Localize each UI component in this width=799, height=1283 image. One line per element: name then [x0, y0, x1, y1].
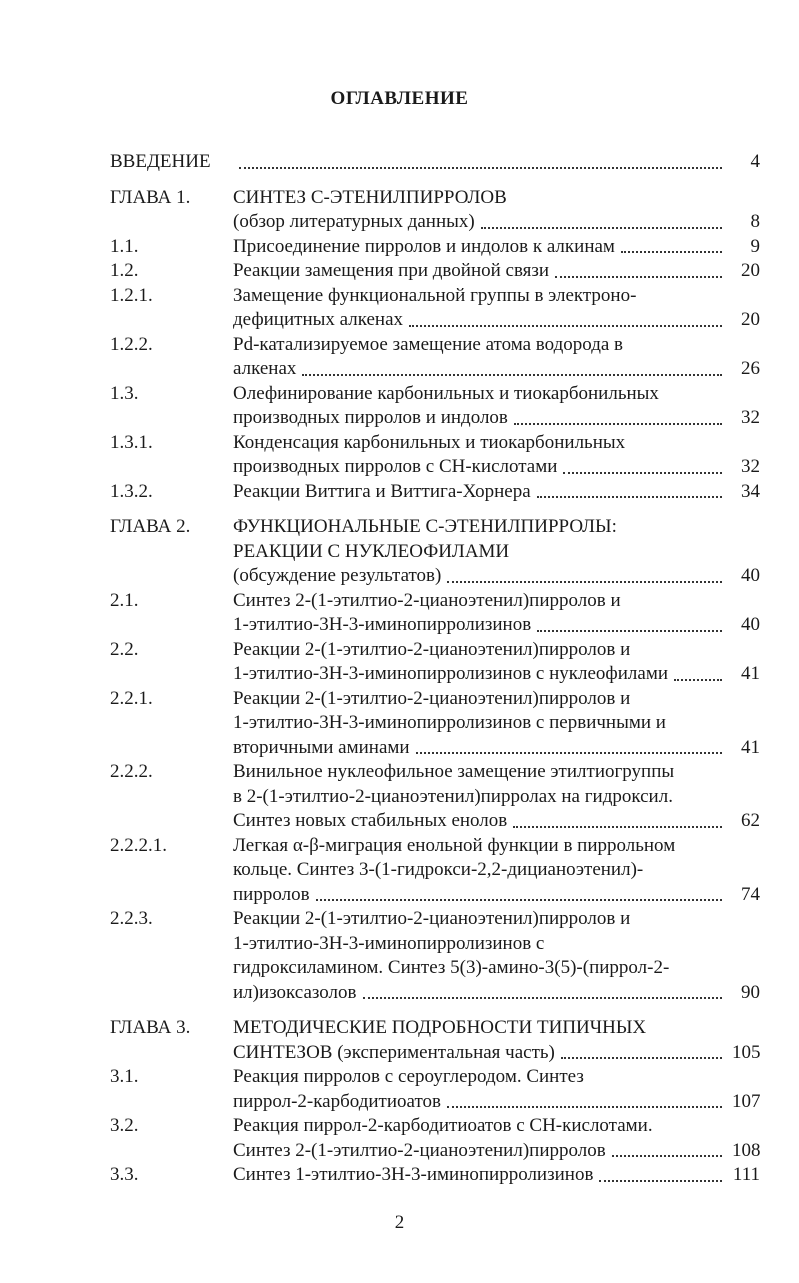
toc-entry-body [233, 1065, 760, 1114]
toc-entry-line [233, 662, 760, 687]
toc-entry [110, 382, 760, 431]
toc-entry [110, 1016, 760, 1065]
toc-entry-line [233, 907, 760, 932]
toc-entry-title: пиррол-2-карбодитиоатов [233, 1090, 441, 1112]
toc-entry-number: 2.2.2. [110, 761, 153, 782]
toc-entry [110, 333, 760, 382]
toc-entry [110, 480, 760, 505]
toc-entry-number: 2.2.1. [110, 687, 153, 709]
toc-entry-body [233, 638, 760, 687]
toc-entry-title: ФУНКЦИОНАЛЬНЫЕ С-ЭТЕНИЛПИРРОЛЫ: [233, 516, 617, 537]
toc-entry-body [233, 1163, 760, 1188]
toc-entry-line [233, 883, 760, 908]
toc-entry-line [233, 687, 760, 712]
toc-entry-line [233, 540, 760, 565]
toc-entry-line [233, 858, 760, 883]
toc-entry-number: ГЛАВА 2. [110, 516, 191, 537]
toc-entry-body [233, 382, 760, 431]
toc-entry-body [233, 1114, 760, 1163]
toc-entry-line [233, 613, 760, 638]
toc-entry-body [233, 515, 760, 589]
toc-entry-number: ГЛАВА 1. [110, 186, 191, 208]
toc-entry-line [233, 834, 760, 859]
toc-entry-body [233, 834, 760, 908]
toc-entry-line [233, 564, 760, 589]
toc-page-number: 9 [750, 235, 760, 257]
dot-leader [599, 1180, 722, 1182]
dot-leader [447, 1106, 722, 1108]
toc-entry [110, 210, 760, 235]
toc-page-number: 111 [732, 1164, 760, 1185]
toc-entry-number: 1.3.2. [110, 480, 153, 502]
toc-entry-line [233, 1065, 760, 1090]
toc-entry-title: производных пирролов и индолов [233, 407, 508, 428]
toc-entry [110, 150, 760, 175]
toc-entry-number: ВВЕДЕНИЕ [110, 151, 211, 172]
dot-leader [363, 997, 723, 999]
toc-entry-line [233, 981, 760, 1006]
toc-entry [110, 515, 760, 589]
toc-entry-line [233, 785, 760, 810]
toc-page-number: 34 [741, 480, 760, 502]
toc-entry-line [233, 210, 760, 235]
toc-entry [110, 284, 760, 333]
toc-entry-title: Синтез 1-этилтио-3Н-3-иминопирролизинов [233, 1164, 594, 1185]
dot-leader [555, 276, 722, 278]
toc-entry-title: Pd-катализируемое замещение атома водорода в [233, 333, 624, 355]
toc-entry [110, 687, 760, 761]
dot-leader [563, 472, 722, 474]
toc-entry-body [233, 186, 760, 211]
toc-entry-title: СИНТЕЗ С-ЭТЕНИЛПИРРОЛОВ [233, 186, 507, 208]
toc-entry-number: 1.2. [110, 260, 139, 281]
toc-entry-title: Синтез новых стабильных енолов [233, 810, 508, 831]
toc-page-number: 20 [741, 260, 760, 281]
toc-entry [110, 1065, 760, 1114]
dot-leader [416, 752, 722, 754]
toc-entry-body [233, 687, 760, 761]
toc-page-number: 32 [741, 456, 760, 477]
toc-page-number: 40 [741, 565, 760, 586]
dot-leader [481, 227, 722, 229]
toc-page-number: 20 [741, 309, 760, 330]
toc-page-number: 105 [732, 1041, 761, 1063]
toc-entry-body [233, 235, 760, 260]
dot-leader [514, 423, 722, 425]
toc-entry [110, 235, 760, 260]
toc-entry-title: (обзор литературных данных) [233, 211, 475, 232]
toc-entry-title: Синтез 2-(1-этилтио-2-цианоэтенил)пирролов [233, 1139, 606, 1161]
dot-leader [302, 374, 722, 376]
toc-entry-body [233, 210, 760, 235]
toc-entry-title: Винильное нуклеофильное замещение этилтиогруппы [233, 761, 675, 782]
toc-page-number: 41 [741, 736, 760, 758]
toc-entry-title: Реакции 2-(1-этилтио-2-цианоэтенил)пирролов и [233, 687, 631, 709]
toc-entry [110, 589, 760, 638]
toc-entry-body [233, 907, 760, 1005]
dot-leader [537, 496, 722, 498]
toc-entry-title: Реакция пиррол-2-карбодитиоатов с СН-кислотами. [233, 1115, 653, 1136]
toc-entry-line [233, 186, 760, 211]
toc-entry-title: Реакции Виттига и Виттига-Хорнера [233, 480, 531, 502]
toc-entry-number: 2.2.3. [110, 908, 153, 929]
toc-entry-number: 3.1. [110, 1066, 139, 1087]
toc-entry-line [233, 736, 760, 761]
toc-entry-body [233, 284, 760, 333]
toc-entry-line [233, 308, 760, 333]
toc-entry-title: дефицитных алкенах [233, 309, 404, 330]
toc-entry [110, 259, 760, 284]
toc-entry-title: Реакция пирролов с сероуглеродом. Синтез [233, 1066, 584, 1087]
toc-entry [110, 760, 760, 834]
toc-entry [110, 186, 760, 211]
toc-entry-number: 3.3. [110, 1164, 139, 1185]
toc-entry-body [233, 431, 760, 480]
toc-page-number: 8 [750, 211, 760, 232]
toc-entry-body [233, 480, 760, 505]
toc-entry-line [233, 431, 760, 456]
page-number: 2 [394, 1212, 405, 1233]
toc-entry-body [233, 760, 760, 834]
toc-entry-body [233, 333, 760, 382]
toc-entry-title: гидроксиламином. Синтез 5(3)-амино-3(5)-(пиррол-2- [233, 957, 670, 978]
dot-leader [316, 899, 722, 901]
toc-entry-line [233, 932, 760, 957]
toc-entry-title: Синтез 2-(1-этилтио-2-цианоэтенил)пирролов и [233, 589, 621, 611]
toc-entry-body [233, 589, 760, 638]
toc-entry-line [233, 589, 760, 614]
toc-entry-number: 2.1. [110, 589, 139, 611]
toc-entry [110, 1163, 760, 1188]
dot-leader [612, 1155, 722, 1157]
toc-entry-body [233, 1016, 760, 1065]
toc-entry-title: 1-этилтио-3Н-3-иминопирролизинов с нуклеофилами [233, 663, 669, 684]
toc-entry-number: 1.2.2. [110, 333, 153, 355]
toc-entry-line [233, 333, 760, 358]
toc-entry [110, 638, 760, 687]
dot-leader [561, 1057, 722, 1059]
toc-page-number: 41 [741, 663, 760, 684]
toc-entry-number: 1.2.1. [110, 284, 153, 306]
toc-entry-title: кольце. Синтез 3-(1-гидрокси-2,2-дицианоэтенил)- [233, 859, 644, 880]
toc-entry-line [233, 1163, 760, 1188]
toc-entry-title: СИНТЕЗОВ (экспериментальная часть) [233, 1041, 555, 1063]
toc-entry-title: 1-этилтио-3Н-3-иминопирролизинов с первичными и [233, 712, 666, 733]
toc-entry-number [110, 210, 233, 235]
dot-leader [674, 679, 722, 681]
toc-entry-line [233, 1114, 760, 1139]
toc-entry-title: Замещение функциональной группы в электроно- [233, 284, 637, 306]
toc-entry-title: 1-этилтио-3Н-3-иминопирролизинов с [233, 932, 545, 954]
toc-entry-title: пирролов [233, 883, 310, 905]
toc-entry-number: 1.3.1. [110, 431, 153, 453]
toc-entry-title: ил)изоксазолов [233, 981, 357, 1003]
dot-leader [447, 581, 722, 583]
toc-page-number: 108 [732, 1139, 761, 1161]
toc-entry-line [233, 406, 760, 431]
toc-entry-title: в 2-(1-этилтио-2-цианоэтенил)пирролах на гидроксил. [233, 785, 673, 807]
toc-entry-line [233, 956, 760, 981]
toc-entry-title: РЕАКЦИИ С НУКЛЕОФИЛАМИ [233, 540, 510, 562]
toc-entry-number: 2.2.2.1. [110, 834, 167, 856]
toc-entry [110, 907, 760, 1005]
toc-page-number: 32 [741, 407, 760, 428]
toc-entry-title: Реакции 2-(1-этилтио-2-цианоэтенил)пирролов и [233, 638, 631, 660]
toc-entry-title: Легкая α-β-миграция енольной функции в пиррольном [233, 834, 676, 856]
toc-entry-line [233, 809, 760, 834]
toc-page-number: 40 [741, 614, 760, 635]
toc-entry-line [233, 711, 760, 736]
toc-entry-body [233, 150, 760, 175]
toc-entry-line [233, 1139, 760, 1164]
toc-entry-title: МЕТОДИЧЕСКИЕ ПОДРОБНОСТИ ТИПИЧНЫХ [233, 1017, 647, 1038]
dot-leader [239, 167, 722, 169]
toc-entry-line [233, 259, 760, 284]
dot-leader [621, 251, 722, 253]
toc-entry-line [233, 1041, 760, 1066]
toc-entry [110, 1114, 760, 1163]
toc-entry-line [233, 382, 760, 407]
toc-entry-title: Присоединение пирролов и индолов к алкинам [233, 235, 615, 257]
toc-entry-number: 3.2. [110, 1115, 139, 1136]
toc-entry-line [233, 1016, 760, 1041]
toc-page-number: 90 [741, 981, 760, 1003]
table-of-contents [110, 150, 760, 1188]
toc-entry-line [233, 235, 760, 260]
toc-page-number: 74 [741, 883, 760, 905]
dot-leader [513, 826, 722, 828]
toc-entry-line [233, 515, 760, 540]
toc-entry-number: ГЛАВА 3. [110, 1017, 191, 1038]
toc-entry-number: 2.2. [110, 638, 139, 660]
toc-entry-body [233, 259, 760, 284]
toc-entry-number: 1.1. [110, 235, 139, 257]
toc-entry [110, 834, 760, 908]
toc-entry-line [233, 760, 760, 785]
dot-leader [537, 630, 722, 632]
toc-entry-title: вторичными аминами [233, 736, 410, 758]
toc-entry-title: Олефинирование карбонильных и тиокарбонильных [233, 382, 659, 404]
toc-entry-number: 1.3. [110, 382, 139, 404]
page-title: ОГЛАВЛЕНИЕ [330, 88, 469, 109]
toc-entry-line [233, 480, 760, 505]
toc-page-number: 26 [741, 358, 760, 379]
toc-entry-line [233, 455, 760, 480]
dot-leader [409, 325, 722, 327]
toc-entry-line [233, 357, 760, 382]
toc-entry-title: Конденсация карбонильных и тиокарбонильных [233, 431, 626, 453]
toc-entry-line [233, 638, 760, 663]
toc-page-number: 107 [732, 1090, 761, 1112]
toc-entry-title: Реакции замещения при двойной связи [233, 260, 550, 281]
toc-entry-line [233, 150, 760, 175]
toc-page-number: 4 [750, 151, 760, 172]
toc-entry-title: алкенах [233, 358, 297, 379]
toc-entry-line [233, 284, 760, 309]
toc-entry-title: производных пирролов с СН-кислотами [233, 456, 558, 477]
toc-entry-title: 1-этилтио-3Н-3-иминопирролизинов [233, 614, 532, 635]
toc-entry [110, 431, 760, 480]
toc-entry-line [233, 1090, 760, 1115]
toc-page-number: 62 [741, 810, 760, 831]
toc-entry-title: Реакции 2-(1-этилтио-2-цианоэтенил)пирролов и [233, 908, 631, 929]
toc-entry-title: (обсуждение результатов) [233, 565, 442, 586]
